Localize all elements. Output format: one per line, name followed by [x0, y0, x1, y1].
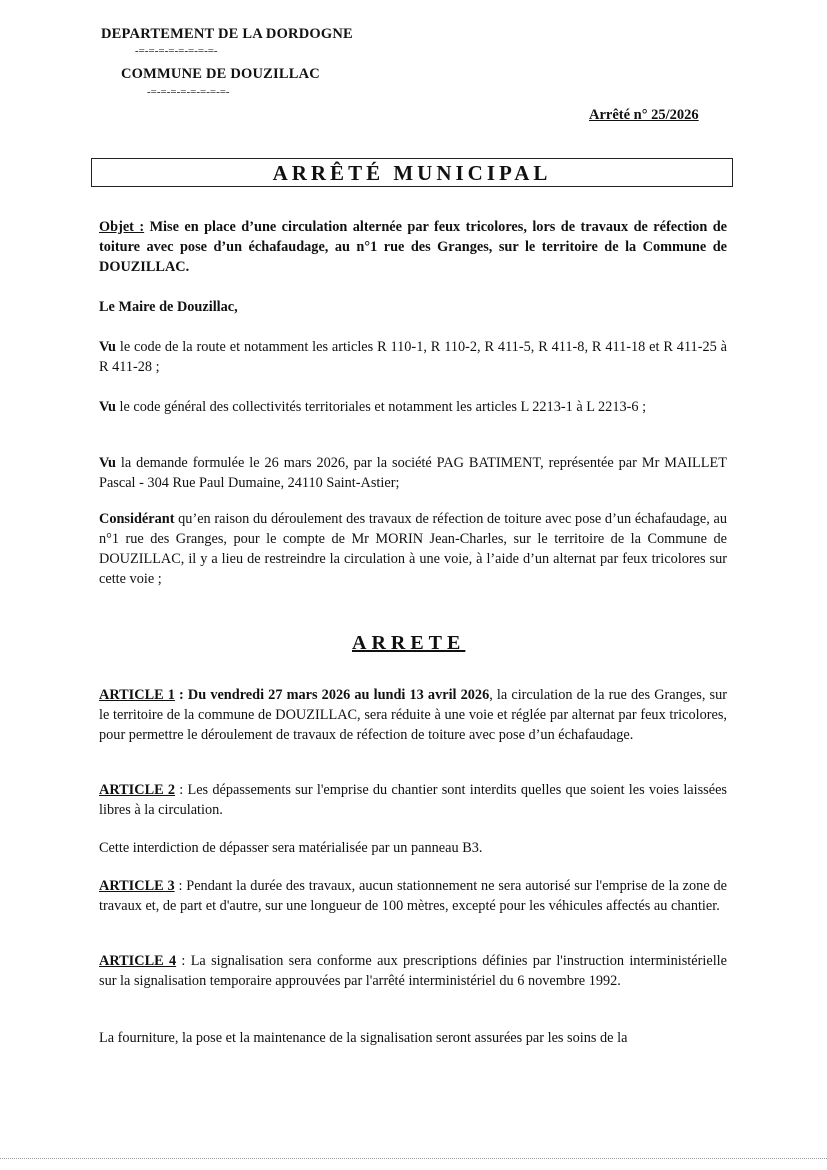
objet-paragraph	[99, 217, 727, 277]
vu-text: le code général des collectivités territoriales et notamment les articles L 2213-1 à L 2213-6 ;	[115, 399, 647, 415]
article-text: : La signalisation sera conforme aux prescriptions définies par l'instruction interministérielle sur la signalisation temporaire approuvées par l'arrêté interministériel du 6 novembre 1992.	[99, 953, 727, 989]
article-4	[99, 951, 727, 991]
article-label: ARTICLE 2	[99, 782, 176, 798]
considerant-label: Considérant	[99, 511, 175, 527]
vu-label: Vu	[99, 339, 116, 355]
header-decoration: -=-=-=-=-=-=-=-=-	[147, 86, 230, 98]
article-label: ARTICLE 1	[99, 687, 175, 703]
arrete-heading: ARRETE	[352, 632, 466, 654]
article-2	[99, 780, 727, 820]
arrete-number: Arrêté n° 25/2026	[589, 107, 699, 123]
objet-text: Mise en place d’une circulation alternée par feux tricolores, lors de travaux de réfection de toiture avec pose d’un échafaudage, au n°1 rue des Granges, sur le territoire de la Commune de DOUZILLAC.	[99, 219, 728, 275]
vu-label: Vu	[99, 399, 116, 415]
article-3	[99, 876, 727, 916]
objet-label: Objet :	[99, 219, 145, 235]
considerant-paragraph	[99, 509, 727, 589]
vu-paragraph-2	[99, 397, 727, 417]
maire-line: Le Maire de Douzillac,	[99, 299, 238, 315]
article-label: ARTICLE 4	[99, 953, 177, 969]
vu-label: Vu	[99, 455, 116, 471]
vu-text: le code de la route et notamment les articles R 110-1, R 110-2, R 411-5, R 411-8, R 411-18 et R 411-25 à R 411-28 ;	[99, 339, 727, 375]
vu-paragraph-3	[99, 453, 727, 493]
article-4-followup: La fourniture, la pose et la maintenance de la signalisation seront assurées par les soins de la	[99, 1030, 628, 1046]
department-heading: DEPARTEMENT DE LA DORDOGNE	[101, 26, 353, 42]
article-text: : Pendant la durée des travaux, aucun stationnement ne sera autorisé sur l'emprise de la zone de travaux et, de part et d'autre, sur une longueur de 100 mètres, excepté pour les véhicules affectés au chantier.	[99, 878, 727, 914]
vu-paragraph-1	[99, 337, 727, 377]
commune-heading: COMMUNE DE DOUZILLAC	[121, 66, 320, 82]
vu-text: la demande formulée le 26 mars 2026, par la société PAG BATIMENT, représentée par Mr MAILLET Pascal - 304 Rue Paul Dumaine, 24110 Saint-Astier;	[99, 455, 727, 491]
article-2-followup: Cette interdiction de dépasser sera matérialisée par un panneau B3.	[99, 840, 483, 856]
article-separator: :	[174, 687, 188, 703]
article-text: , la circulation de la rue des Granges, sur le territoire de la commune de DOUZILLAC, sera réduite à une voie et réglée par alternat par feux tricolores, pour permettre le déroulement de travaux de réfection de toiture avec pose d’un échafaudage.	[99, 687, 727, 743]
article-label: ARTICLE 3	[99, 878, 175, 894]
considerant-text: qu’en raison du déroulement des travaux de réfection de toiture avec pose d’un échafaudage, au n°1 rue des Granges, pour le compte de Mr MORIN Jean-Charles, sur le territoire de la Commune de DOUZILLAC, il y a lieu de restreindre la circulation à une voie, à l’aide d’un alternat par feux tricolores sur cette voie ;	[99, 511, 727, 587]
scan-edge-divider	[0, 1158, 827, 1160]
article-text: : Les dépassements sur l'emprise du chantier sont interdits quelles que soient les voies laissées libres à la circulation.	[99, 782, 727, 818]
article-1	[99, 685, 727, 745]
article-dates: Du vendredi 27 mars 2026 au lundi 13 avril 2026	[187, 687, 490, 703]
document-title: ARRÊTÉ MUNICIPAL	[91, 158, 733, 187]
header-decoration: -=-=-=-=-=-=-=-=-	[135, 45, 218, 57]
